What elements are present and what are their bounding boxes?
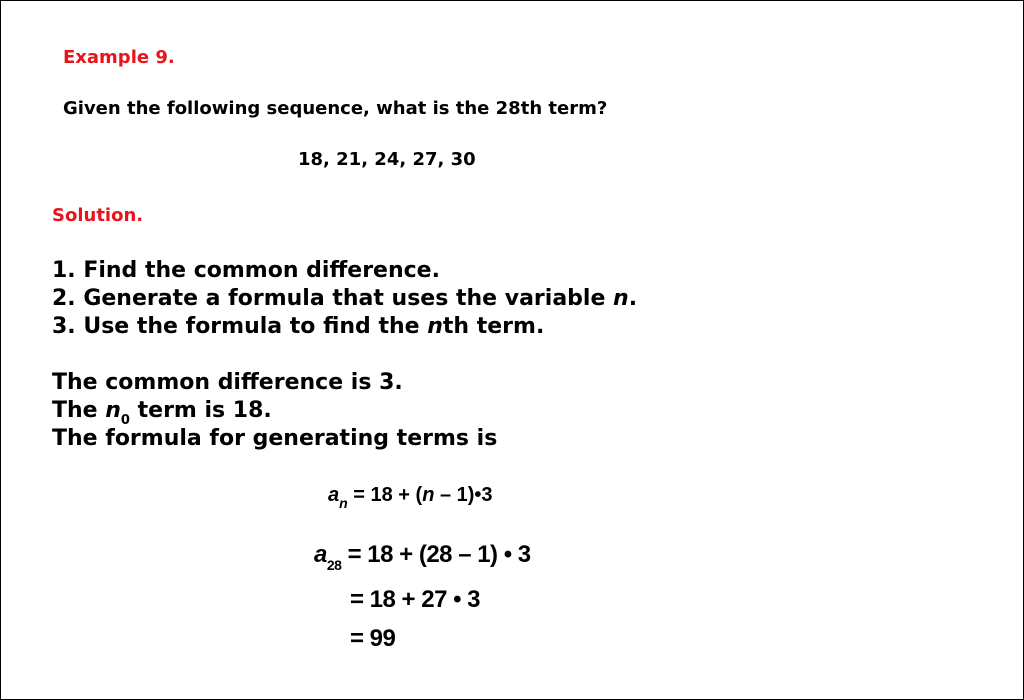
formula-rest: – 1)•3 <box>434 484 493 506</box>
step-3-text: 3. Use the formula to find the <box>52 314 428 339</box>
step-2-end: . <box>628 286 638 311</box>
step-1-text: 1. Find the common difference. <box>52 258 440 283</box>
step-2-text: 2. Generate a formula that uses the variable <box>52 286 614 311</box>
variable-n: n <box>613 286 629 311</box>
step-2 <box>52 285 637 313</box>
calculation-line-3 <box>350 625 395 653</box>
sequence-values: 18, 21, 24, 27, 30 <box>298 149 476 170</box>
variable-n: n <box>427 314 443 339</box>
calc-line-2-expr: = 18 + 27 • 3 <box>350 586 481 613</box>
subscript-zero: 0 <box>120 413 130 428</box>
solution-label: Solution. <box>52 205 144 226</box>
calc-a: a <box>314 541 327 568</box>
step-3 <box>52 313 544 341</box>
calc-line-1-expr: = 18 + (28 – 1) • 3 <box>347 541 531 568</box>
calc-subscript-28: 28 <box>326 557 342 573</box>
common-difference-text <box>52 369 403 397</box>
step-1 <box>52 257 440 285</box>
n0-pre: The <box>52 398 106 423</box>
general-formula <box>328 484 493 511</box>
calculation-line-1 <box>314 541 531 573</box>
variable-n: n <box>105 398 121 423</box>
n0-post: term is 18. <box>129 398 272 423</box>
n0-term-text <box>52 397 272 428</box>
formula-a: a <box>328 484 340 506</box>
calc-line-3-expr: = 99 <box>350 625 396 652</box>
question-text: Given the following sequence, what is the 28th term? <box>63 98 608 119</box>
formula-intro <box>52 425 497 453</box>
common-difference-label: The common difference is 3. <box>52 370 403 395</box>
formula-eq: = 18 + ( <box>347 484 423 506</box>
formula-intro-label: The formula for generating terms is <box>52 426 498 451</box>
calculation-line-2 <box>350 586 480 614</box>
step-3-end: th term. <box>442 314 545 339</box>
formula-n: n <box>422 484 435 506</box>
formula-subscript-n: n <box>339 495 348 511</box>
example-label: Example 9. <box>63 47 175 68</box>
